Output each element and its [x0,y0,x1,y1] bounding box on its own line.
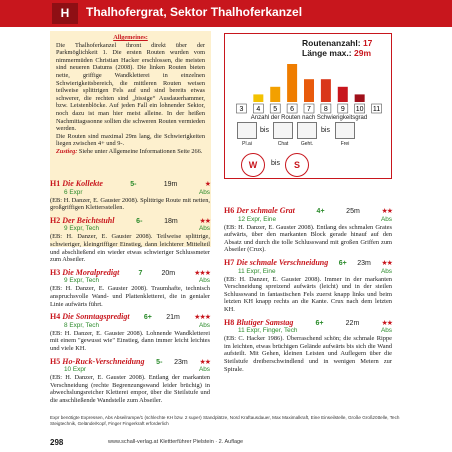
route-description: (EB: H. Danzer, E. Gauster 2008). Splittrige Route mit netten, großgriffigen Klettersstellen. [50,196,210,212]
grade-tick-label: 6 [290,106,295,113]
approach-label: Zustieg: [56,147,78,155]
legend-footnote: Expr benötigte Expressen, Abs Abseilrampe/1 (schlechte KH bzw. 2 super) Standplätze, Nord Kraftausdauer, Max Maximalkraft, Eine Einseilstelle, Große Großzöttelle, Tech Steigtechnik, Gelände/Kopf, Finger Fingerkraft erforderlich [50,415,400,426]
route-grade: 6+ [143,314,152,322]
publisher-line: www.schall-verlag.at Klettterführer Pielstein · 2. Auflage [108,439,244,445]
route-expr: 11 Expr, Finger, Tech [238,327,298,335]
route-description: (EB: H. Danzer, E. Gauster 2008). Immer in der markanten Verschneidung spreizend aufwärts (leicht) und in der steilen Schlusswand in fantastischen Fels zuerst knapp links und beim letzten KH knapp rechts an die Kante. Crux nach dem letzten KH. [224,275,392,313]
route-abs: Abs [198,225,210,233]
route-gear [64,366,210,373]
route-description: (EB: H. Danzer, E. Gauster 2008). Traumhafte, technisch anspruchsvolle Wand- und Plattenkletterei, die in genialer Linie aufwärts führt. [50,285,210,308]
route-length: 23m [174,358,188,366]
intro-title: Allgemeines: [113,34,148,41]
route-abs: Abs [380,267,392,275]
route-title-row [50,312,210,322]
route-length: 23m [357,259,371,267]
route-length: 25m [346,208,360,215]
route-name [224,206,295,215]
route-entry [50,179,210,212]
route-name [50,216,114,225]
chat-icon: Chat [273,122,293,139]
route-abs: Abs [198,277,210,285]
route-title: Die Kollekte [62,179,103,188]
route-title: Die schmale Verschneidung [236,257,329,267]
route-number: H4 [50,312,61,322]
route-entry [50,268,210,308]
grade-distribution-chart [233,58,385,114]
route-title-row [50,216,210,226]
route-number: H2 [50,215,61,225]
route-length: 18m [164,217,178,225]
approach [56,148,205,156]
bis-label: bis [260,127,269,134]
route-stars: ★★★ [194,314,210,322]
route-count-label: Routenanzahl: [302,38,361,48]
route-title-row [224,206,392,216]
route-length: 22m [345,319,360,327]
route-stars: ★★ [199,217,210,225]
grade-tick-label: 7 [307,106,311,113]
route-stars: ★★ [381,259,392,267]
route-title-row [50,179,210,189]
route-count: 17 [362,38,373,48]
route-abs: Abs [380,215,392,223]
route-gear [238,268,392,275]
route-gear [64,189,210,196]
grade-tick-label: 8 [323,106,328,113]
exposition-south-icon: S [285,153,309,177]
route-grade: 6- [136,217,143,225]
route-stars: ★ [204,181,210,188]
route-number: H8 [224,317,235,327]
page-header [0,0,452,27]
sector-info-box [224,33,392,179]
gehtt-icon: Geht. [297,122,317,139]
route-name [50,179,103,188]
route-name [50,312,130,321]
route-expr: 6 Expr [64,188,83,196]
route-abs: Abs [198,321,210,329]
grade-bar [338,87,348,102]
route-gear [64,322,210,329]
route-number: H3 [50,267,61,277]
route-expr: 8 Expr, Tech [64,321,100,329]
route-abs: Abs [380,327,392,335]
grade-bar [304,79,314,102]
route-abs: Abs [198,188,210,196]
route-description: (EB: H. Danzer, E. Gauster 2008). Entlang der markanten Verschneidung (rechte Begrenzungswand leider brüchig) in abwechslungsreicher Kletterei empor, über die Steilstufe und die anschließende Wandstelle zum Abseiler. [50,374,210,404]
route-number: H6 [224,206,235,215]
grade-bar [253,94,263,102]
route-gear [64,277,210,284]
route-description: (EB: H. Danzer, E. Gauster 2008). Entlang des schmalen Grates aufwärts, über den markanten Block gerade hinauf auf den Absatz und durch die tolle Schlusswand mit großen Griffen zum Abseiler (Crux). [224,223,392,254]
route-title: Der schmale Grat [236,206,295,215]
route-description: (EB: H. Danzer, E. Gauster 2008). Lohnende Wandkletterei mit einem "gewusst wie" Einstieg, dann immer leicht leichtes und viele KH. [50,329,210,352]
route-name [50,268,119,277]
route-length: 19m [163,181,178,188]
route-stats [302,38,372,58]
route-name [224,258,328,267]
route-grade: 5- [130,181,137,188]
route-expr: 11 Expr, Eine [238,267,276,275]
intro-text: Die Thalhoferkanzel thront direkt über der Parkmöglichkeit 1. Die ersten Routen wurden vom nimmermüden Christian Hacker erschlossen, die meisten sind neueren Datums (2008). Die linken Routen bieten nette, griffige Wandkletterei in einzelnen Schwierigkeitsbereich, die mittleren Routen weisen teilweise splittrigen Fels auf und sind bereits etwas schwerer, die rechten sind „bissige“ Ausdauerhammer, bzw. Leistenblöcke. Auf jeden Fall ein lohnender Sektor, noch dazu ist man hier meist alleine. In der heißen Nachmittagssonne sollten die schweren Routen vermieden werden. [56,41,205,133]
route-gear [238,327,392,334]
route-abs: Abs [198,366,210,374]
route-title-row [50,357,210,367]
chart-caption: Anzahl der Routen nach Schwierigkeitsgrad [250,115,368,121]
route-entry [224,206,392,254]
route-stars: ★★★ [194,269,210,277]
route-entry [50,312,210,352]
route-expr: 10 Expr [64,366,87,374]
max-length-label: Länge max.: [302,48,352,58]
route-entry [50,357,210,405]
grade-bar [270,87,280,102]
route-number: H5 [50,356,61,366]
route-expr: 9 Expr, Tech [64,277,100,285]
route-title: Die Moralpredigt [62,267,120,277]
grade-bar [321,79,331,102]
grade-tick-label: 3 [239,106,244,113]
route-grade: 4+ [316,208,325,215]
route-expr: 9 Expr, Tech [64,225,100,233]
route-grade: 6+ [338,259,347,267]
route-title: Blutiger Samstag [236,317,294,327]
route-name [50,357,144,366]
route-description: (EB: C. Hacker 1986). Überraschend schön; die schmale Rippe im leichten, etwas brüchigen Gelände aufwärts bis sich die Wand aufsteilt. Mit Gehen, kleinen Leisten und Auflegern über die Steilstufe dreiberschwindlend und in wenigen Metern zur Spirale. [224,335,392,373]
route-title: Ho-Ruck-Verschneidung [62,356,145,366]
route-title: Der Beichtstuhl [62,215,115,225]
grade-tick-label: 5 [273,106,278,113]
route-entry [224,318,392,374]
exposition-west-icon: W [241,153,265,177]
route-length: 20m [161,269,176,277]
page-number: 298 [50,438,64,447]
route-number: H1 [50,179,61,188]
route-expr: 12 Expr, Eine [238,215,277,223]
grade-bar [355,94,365,102]
route-entry [224,258,392,314]
grade-tick-label: 9 [340,106,345,113]
routes-right-column [224,206,392,377]
approach-text: Siehe unter Allgemeine Informationen Seite 266. [78,147,203,155]
bis-label: bis [271,160,280,167]
grade-bar [287,64,297,102]
route-gear [238,216,392,223]
sector-title: Thalhofergrat, Sektor Thalhoferkanzel [86,5,303,19]
route-title-row [224,318,392,328]
route-stars: ★★ [381,208,392,215]
route-grade: 7 [138,269,143,277]
bis-label: bis [321,127,330,134]
route-title-row [50,268,210,278]
route-title: Die Sonntagspredigt [62,312,130,322]
route-grade: 5- [156,358,163,366]
grade-tick-label: 11 [372,106,381,113]
route-description: (EB: H. Danzer, E. Gauster 2008). Teilweise splittrige, schwieriger, kleingriffiger Einstieg, dann leichterer Mittelteil und abschließend ein wieder etwas schwieriger Schlussmeter zum Abseiler. [50,233,210,264]
route-length: 21m [166,314,180,322]
route-stars: ★★ [381,319,392,327]
route-entry [50,216,210,264]
route-grade: 6+ [315,319,324,327]
max-length: 29m [353,48,371,58]
routes-left-column [50,179,210,408]
fire-icon: Frei [335,122,355,139]
sector-key: H [52,3,78,24]
route-gear [64,225,210,232]
route-title-row [224,258,392,268]
plaisir-icon: Pl.ai [237,122,257,139]
intro-text-2: Die Routen sind maximal 29m lang, die Schwierigkeiten liegen zwischen 4+ und 9-. [56,132,205,148]
route-stars: ★★ [199,358,210,366]
route-name [224,318,293,327]
grade-tick-label: 4 [256,106,261,113]
grade-tick-label: 10 [355,106,364,113]
route-number: H7 [224,257,235,267]
